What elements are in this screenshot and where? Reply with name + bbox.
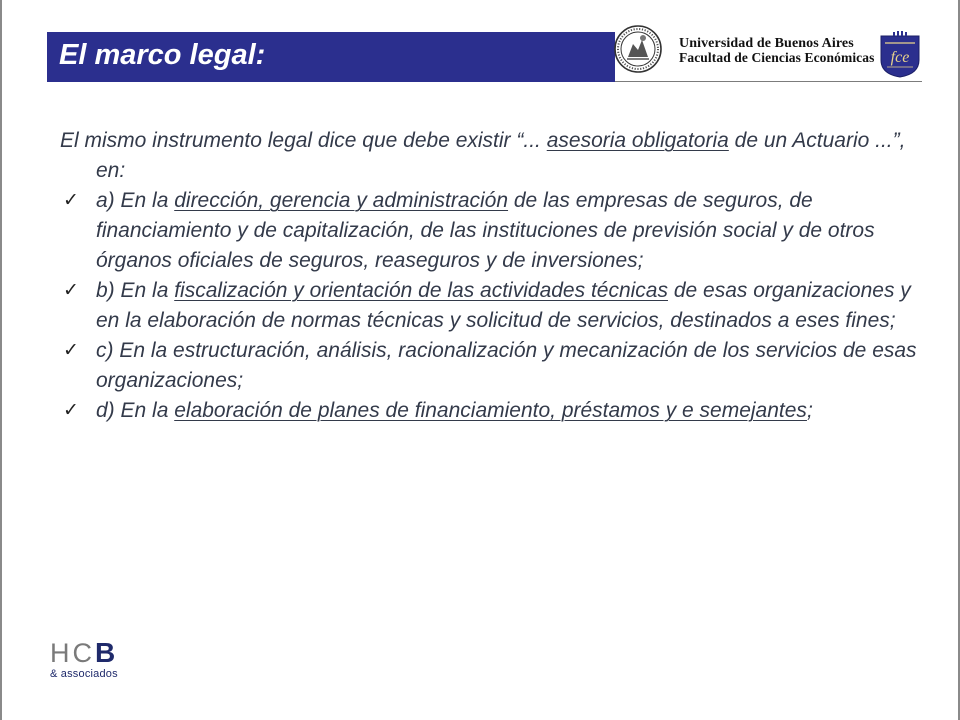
intro-text: El mismo instrumento legal dice que debe existir “... [60,129,547,152]
logo-letter-c: C [72,638,95,668]
slide-title: El marco legal: [59,39,266,71]
check-icon: ✓ [63,190,79,211]
logo-letter-b: B [95,637,116,668]
bullet-suffix: ; [806,399,813,422]
bullet-item [60,276,930,336]
bullet-prefix: c) En la estructuración, análisis, racionalización y mecanización de los servicios de esas organizaciones; [96,339,917,392]
bullet-suffix: de las empresas de seguros, de financiamiento y de capitalización, de las instituciones de previsión social y de otros órganos oficiales de seguros, reaseguros y de inversiones; [96,189,875,272]
bullet-item [60,396,930,426]
title-bar [47,32,615,82]
university-name [679,37,879,65]
bullet-prefix: b) En la [96,279,175,302]
university-name-line1: Universidad de Buenos Aires [679,36,854,51]
fce-crest-icon [879,30,921,78]
faculty-name-line2: Facultad de Ciencias Económicas [679,50,875,65]
bullet-underlined: elaboración de planes de financiamiento, préstamos y e semejantes [174,399,807,422]
slide-border-left [0,0,2,720]
logo-letter-h: H [50,638,73,668]
intro-text-end: de un Actuario ...”, en: [96,129,906,182]
slide-body [60,126,930,426]
university-seal-icon [613,24,663,74]
logo-subtitle: & associados [50,668,118,680]
bullet-underlined: dirección, gerencia y administración [174,189,509,212]
check-icon: ✓ [63,280,79,301]
bullet-underlined: fiscalización y orientación de las actividades técnicas [174,279,668,302]
fce-crest-text: fce [890,49,910,66]
bullet-prefix: a) En la [96,189,175,212]
header-divider [615,81,922,82]
bullet-item [60,336,930,396]
check-icon: ✓ [63,340,79,361]
bullet-list [60,186,930,426]
intro-underlined-text: asesoria obligatoria [546,129,729,152]
bullet-prefix: d) En la [96,399,175,422]
hcb-logo [50,637,140,682]
bullet-suffix: de esas organizaciones y en la elaboración de normas técnicas y solicitud de servicios, destinados a eses fines; [96,279,911,332]
intro-paragraph [60,126,930,186]
bullet-item [60,186,930,276]
check-icon: ✓ [63,400,79,421]
